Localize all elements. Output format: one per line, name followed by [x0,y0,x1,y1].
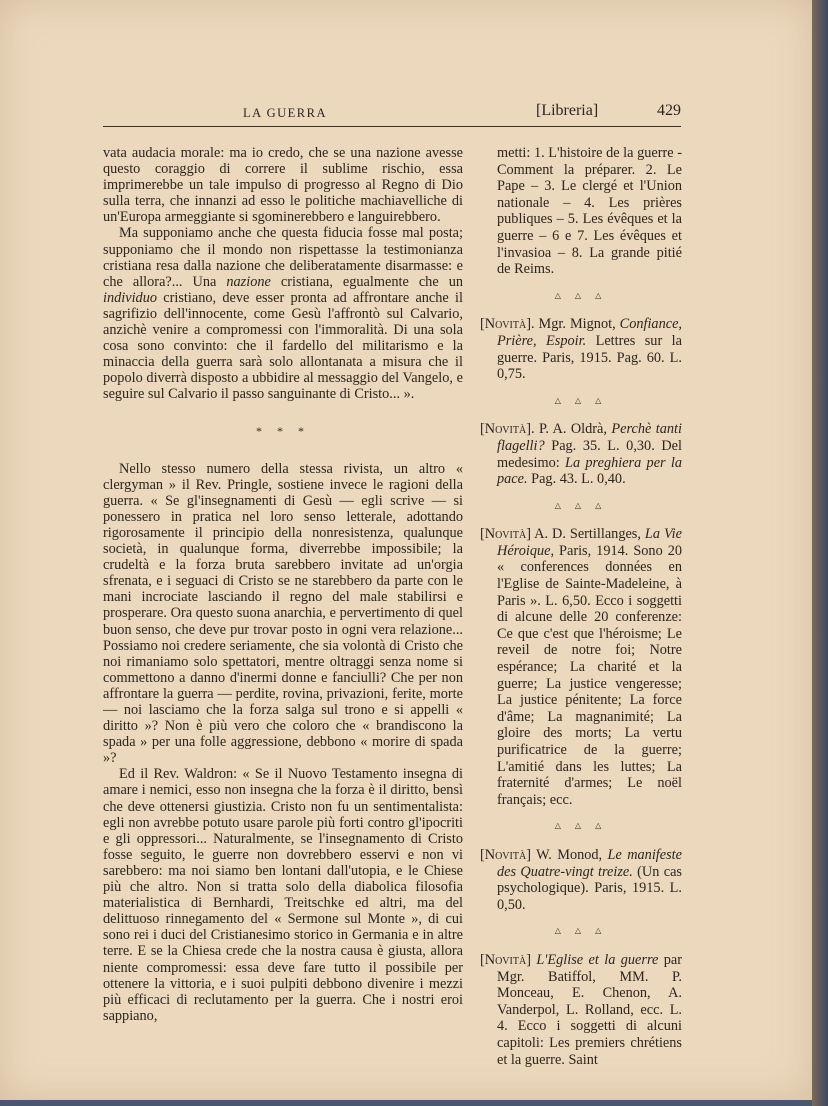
section-separator: * * * [256,423,310,438]
running-header [103,100,681,127]
paragraph-2-part-a: Ma supponiamo anche che questa fiducia fosse mal posta; supponiamo che il mondo non rispettasse la testimonianza cristiana resa dalla nazione che deliberatamente disarmasse: e che allora?... Una [103,225,463,290]
emphasis-nazione: nazione [226,273,271,290]
ornament-divider: △ △ △ [554,395,608,405]
entry-title: Confiance, Prière, Espoir. [497,316,682,349]
paragraph-4: Ed il Rev. Waldron: « Se il Nuovo Testamento insegna di amare i nemici, esso non insegna che la forza è il diritto, bensì che deve ottenersi giustizia. Cristo non fu un sentimentalista: egli non avrebbe potuto usare parole più forti contro gl'ipocriti e gli oppressori... Naturalmente, se l'insegnamento di Cristo fosse seguito, le guerre non dovrebbero esservi e non vi sarebbero: ma noi siamo ben lontani dall'utopia, e le Chiese più che altro. Non si tratta solo della diabolica filosofia materialistica di Bernhardi, Treitschke ed altri, ma del delittuoso rinnegamento del « Sermone sul Monte », di cui sono rei i duci del Cristianesimo storico in Germania e in altre terre. E se la Chiesa crede che la nostra causa è giusta, allora niente compromessi: essa deve fare tutto il possibile per ottenere la vittoria, e i suoi pulpiti debbono divenire i mezzi più efficaci di reclutamento per la guerra. Che i nostri eroi sappiano, [103,766,463,1024]
entry-author: Mgr. Mignot, [534,316,620,333]
page-edge-shadow [812,0,828,1106]
listing-entry [480,526,682,808]
entry-title: Perchè tanti flagelli? [497,421,682,454]
entry-details: Lettres sur la guerre. Paris, 1915. Pag. 60. L. 0,75. [497,332,682,383]
right-column [480,145,682,1068]
paragraph-3: Nello stesso numero della stessa rivista, un altro « clergyman » il Rev. Pringle, sostiene invece le ragioni della guerra. « Se gl'insegnamenti di Gesù — egli scrive — si ponessero in pratica nel loro senso letterale, adottando rigorosamente il principio della nonresistenza, qualunque società, in qualunque forma, diverrebbe impossibile; la crudeltà e la forza bruta sarebbero invitate ad un'orgia sfrenata, e i seguaci di Cristo se ne starebbero da parte con le mani incrociate lasciando il regno del male stabilirsi e prosperare. Ora questo suona anarchia, e pervertimento di quel buon senso, che deve pur trovar posto in ogni vera relazione... Possiamo noi credere seriamente, che sia volontà di Cristo che noi rimaniamo solo spettatori, mentre oltraggi senza nome si commettono a danno d'inermi donne e fanciulli? Che per non affrontare la guerra — perdite, rovina, privazioni, ferite, morte — noi lasciamo che la forza salga sul trono e si appelli « diritto »? Non è più vero che coloro che « brandiscono la spada » per una folle aggressione, debbono « morire di spada »? [103,460,463,767]
entry-title: La Vie Héroique [497,526,682,559]
entry-title-2: La preghiera per la pace. [497,454,683,488]
listing-entry [480,421,682,487]
ornament-divider: △ △ △ [554,926,608,936]
entry-details: (Un cas psychologique). Paris, 1915. L. 0,50. [497,863,682,913]
entry-author: A. D. Sertillanges, [530,526,645,543]
paragraph-2-part-c: cristiano, deve esser pronta ad affrontare anche il sagrifizio dell'innocente, come Gesù l'affrontò sul Calvario, anzichè venire a compromessi con l'immoralità. Di una sola cosa sono convinto: che il fardello del militarismo e la minaccia della guerra sarà solo allontanata a misura che il popolo diverrà disposto a ubbidire al messaggio del Vangelo, e seguire sul Calvario il passo sanguinante di Cristo... ». [103,289,463,403]
entry-details: Pag. 35. L. 0,30. Del medesimo: [497,437,682,471]
ornament-divider: △ △ △ [554,290,608,300]
entry-details: par Mgr. Batiffol, MM. P. Monceau, E. Chenon, A. Vanderpol, L. Rolland, ecc. L. 4. Ecco i soggetti di alcuni capitoli: Les premiers chrétiens et la guerre. Saint [497,951,682,1068]
entry-author: P. A. Oldrà, [534,421,612,438]
entry-tag: [Novità] [480,846,531,863]
listing-entry [480,847,682,913]
paragraph-1: vata audacia morale: ma io credo, che se una nazione avesse questo coraggio di correre il sublime rischio, essa imprimerebbe un tale impulso di progresso al Regno di Dio sulla terra, che innanzi ad esso le politiche machiavelliche di un'Europa armeggiante si sgominerebbero e languirebbero. [103,145,463,226]
continued-listing: metti: 1. L'histoire de la guerre - Comment la préparer. 2. Le Pape – 3. Le clergé et l'Union nationale – 4. Les prières publiques – 5. Les évêques et la guerre – 6 e 7. Les évêques et l'invasioa – 8. La grande pitié de Reims. [497,145,682,278]
listing-entry [480,316,682,382]
header-section: [Libreria] [536,102,599,119]
ornament-divider: △ △ △ [554,821,608,831]
ornament-divider: △ △ △ [554,500,608,510]
entry-details-2: Pag. 43. L. 0,40. [527,471,626,488]
entry-details: , Paris, 1914. Sono 20 « conferences données en l'Eglise de Sainte-Madeleine, à Paris ». L. 6,50. Ecco i soggetti di alcune delle 20 conferenze: Ce que c'est que l'héroisme; Le reveil de notre foi; Notre espérance; La charité et la guerre; La justice vengeresse; La justice pénitente; La force d'âme; La magnanimité; La gloire des morts; La vertu purificatrice de la guerre; L'amitié dans les luttes; La fraternité d'armes; Le noël français; ecc. [497,542,682,808]
entry-author: W. Monod, [530,846,608,863]
header-title: LA GUERRA [243,106,327,120]
emphasis-individuo: individuo [103,289,158,306]
entry-tag: [Novità] [480,526,531,543]
listing-entry [480,952,682,1068]
entry-title: L'Eglise et la guerre [536,951,659,968]
paragraph-2 [103,225,463,402]
paragraph-2-part-b: cristiana, egualmente che un [270,273,464,290]
left-column [103,145,463,1024]
entry-tag: [Novità]. [480,421,535,438]
entry-tag: [Novità]. [480,316,535,333]
page-number: 429 [657,102,681,119]
entry-title: Le manifeste des Quatre-vingt treize. [497,846,682,880]
entry-tag: [Novità] [480,951,531,968]
